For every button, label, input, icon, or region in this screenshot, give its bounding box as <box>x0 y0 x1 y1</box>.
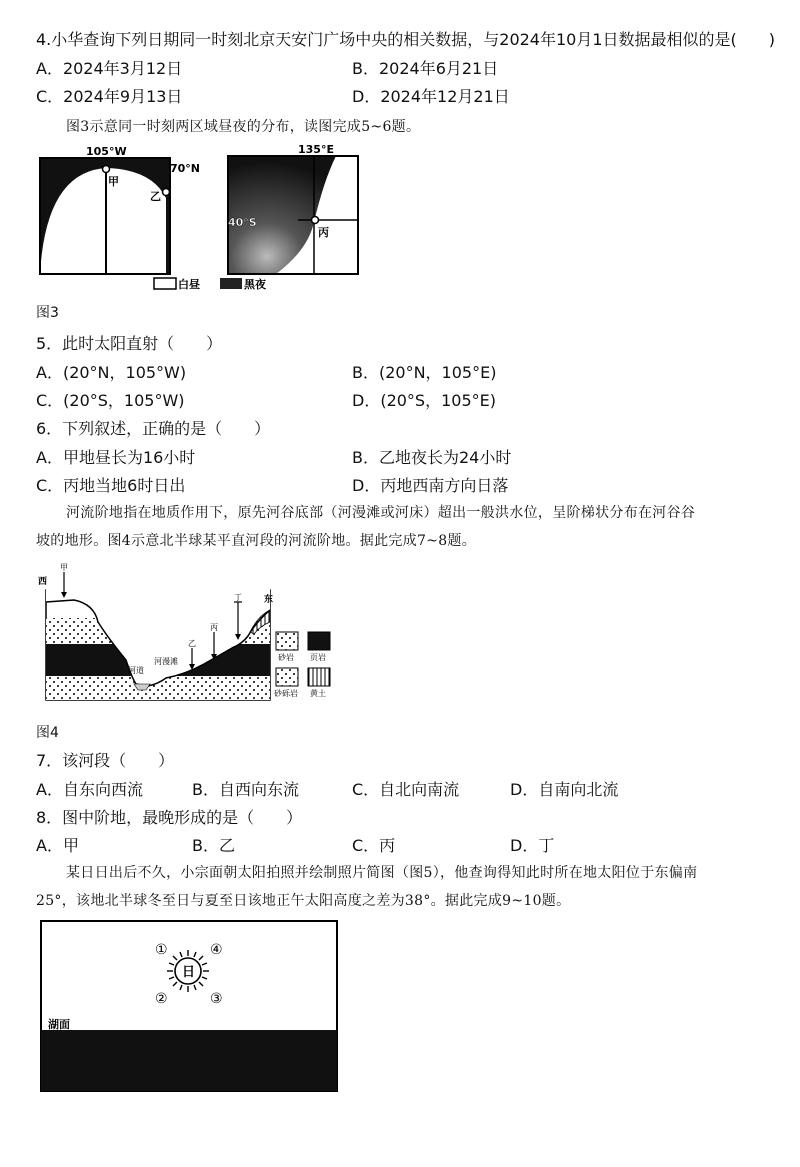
intro-9-10-line1: 某日日出后不久，小宗面朝太阳拍照并绘制照片简图（图5），他查询得知此时所在地太阳位于东偏南 <box>66 865 698 881</box>
q5-option-c: C．(20°S，105°W) <box>36 391 185 410</box>
intro-5-6: 图3示意同一时刻两区域昼夜的分布，读图完成5~6题。 <box>66 119 421 135</box>
q7-option-a: A．自东向西流 <box>36 780 143 799</box>
fig3-label-yi: 乙 <box>150 190 161 203</box>
fig3-lat-right: 40°S <box>228 216 257 229</box>
intro-7-8-line2: 坡的地形。图4示意北半球某平直河段的河流阶地。据此完成7~8题。 <box>36 533 477 549</box>
q7-option-b: B．自西向东流 <box>192 780 299 799</box>
q5-stem: 5．此时太阳直射（ ） <box>36 334 223 353</box>
figure-4 <box>36 560 336 710</box>
q5-option-d: D．(20°S，105°E) <box>352 391 496 410</box>
q6-option-a: A．甲地昼长为16小时 <box>36 448 196 467</box>
fig5-sun-label: 日 <box>182 965 196 980</box>
fig4-label-jia: 甲 <box>60 563 68 572</box>
fig4-label-ding: 丁 <box>234 593 242 602</box>
fig5-lake-surface <box>41 1030 337 1091</box>
fig3-lon-right: 135°E <box>298 143 334 156</box>
q4-option-c: C．2024年9月13日 <box>36 87 183 106</box>
q6-option-b: B．乙地夜长为24小时 <box>352 448 512 467</box>
figure-5 <box>38 918 342 1094</box>
fig4-legend-shale: 页岩 <box>310 653 326 662</box>
intro-7-8-line1: 河流阶地指在地质作用下，原先河谷底部（河漫滩或河床）超出一般洪水位，呈阶梯状分布在河谷谷 <box>66 505 696 521</box>
q8-option-c: C．丙 <box>352 836 396 855</box>
fig5-marker-1: ① <box>155 942 168 958</box>
fig3-label-jia: 甲 <box>108 175 119 188</box>
fig4-legend-loess: 黄土 <box>310 689 326 698</box>
fig3-point-bing <box>312 217 319 224</box>
q4-option-d: D．2024年12月21日 <box>352 87 510 106</box>
q5-option-b: B．(20°N，105°E) <box>352 363 497 382</box>
fig3-legend-night-swatch <box>220 278 242 289</box>
fig4-label-bing: 丙 <box>210 623 218 632</box>
q4-option-a: A．2024年3月12日 <box>36 59 183 78</box>
fig4-legend-gravel: 砂砾岩 <box>274 689 298 698</box>
fig5-marker-3: ③ <box>210 991 223 1007</box>
q4-option-b: B．2024年6月21日 <box>352 59 499 78</box>
fig3-label-bing: 丙 <box>318 226 329 239</box>
fig3-legend-day-swatch <box>154 278 176 289</box>
fig4-legend-loess-swatch <box>308 668 330 686</box>
fig4-legend-sand-swatch <box>276 632 298 650</box>
q7-stem: 7．该河段（ ） <box>36 751 175 770</box>
q8-option-b: B．乙 <box>192 836 235 855</box>
q8-option-d: D．丁 <box>510 836 555 855</box>
fig4-label-east: 东 <box>264 595 274 605</box>
intro-9-10-line2: 25°，该地北半球冬至日与夏至日该地正午太阳高度之差为38°。据此完成9~10题。 <box>36 893 571 909</box>
q7-option-d: D．自南向北流 <box>510 780 619 799</box>
q6-option-d: D．丙地西南方向日落 <box>352 476 509 495</box>
fig3-point-yi <box>163 189 170 196</box>
q5-option-a: A．(20°N，105°W) <box>36 363 187 382</box>
fig4-legend-gravel-swatch <box>276 668 298 686</box>
q8-stem: 8．图中阶地，最晚形成的是（ ） <box>36 808 303 827</box>
fig5-marker-4: ④ <box>210 942 223 958</box>
fig4-caption: 图4 <box>36 725 59 741</box>
fig3-lon-left: 105°W <box>86 145 127 158</box>
fig4-label-floodplain: 河漫滩 <box>154 657 178 666</box>
q4-stem: 4.小华查询下列日期同一时刻北京天安门广场中央的相关数据，与2024年10月1日数据最相似的是( ) <box>36 30 776 49</box>
q8-option-a: A．甲 <box>36 836 79 855</box>
figure-3 <box>36 140 366 295</box>
fig3-point-jia <box>103 166 110 173</box>
fig5-lake-label: 湖面 <box>48 1018 70 1031</box>
q7-option-c: C．自北向南流 <box>352 780 460 799</box>
q6-option-c: C．丙地当地6时日出 <box>36 476 186 495</box>
fig4-label-yi: 乙 <box>188 639 196 648</box>
fig4-legend-shale-swatch <box>308 632 330 650</box>
q6-stem: 6．下列叙述，正确的是（ ） <box>36 419 271 438</box>
fig3-caption: 图3 <box>36 305 59 321</box>
fig3-legend-night: 黑夜 <box>244 278 266 291</box>
fig4-label-river: 河道 <box>128 666 144 675</box>
fig4-label-west: 西 <box>38 577 48 587</box>
fig5-marker-2: ② <box>155 991 168 1007</box>
fig3-legend-day: 白昼 <box>178 278 200 291</box>
fig4-legend-sand: 砂岩 <box>278 653 294 662</box>
fig3-lat-left: 70°N <box>170 162 201 175</box>
